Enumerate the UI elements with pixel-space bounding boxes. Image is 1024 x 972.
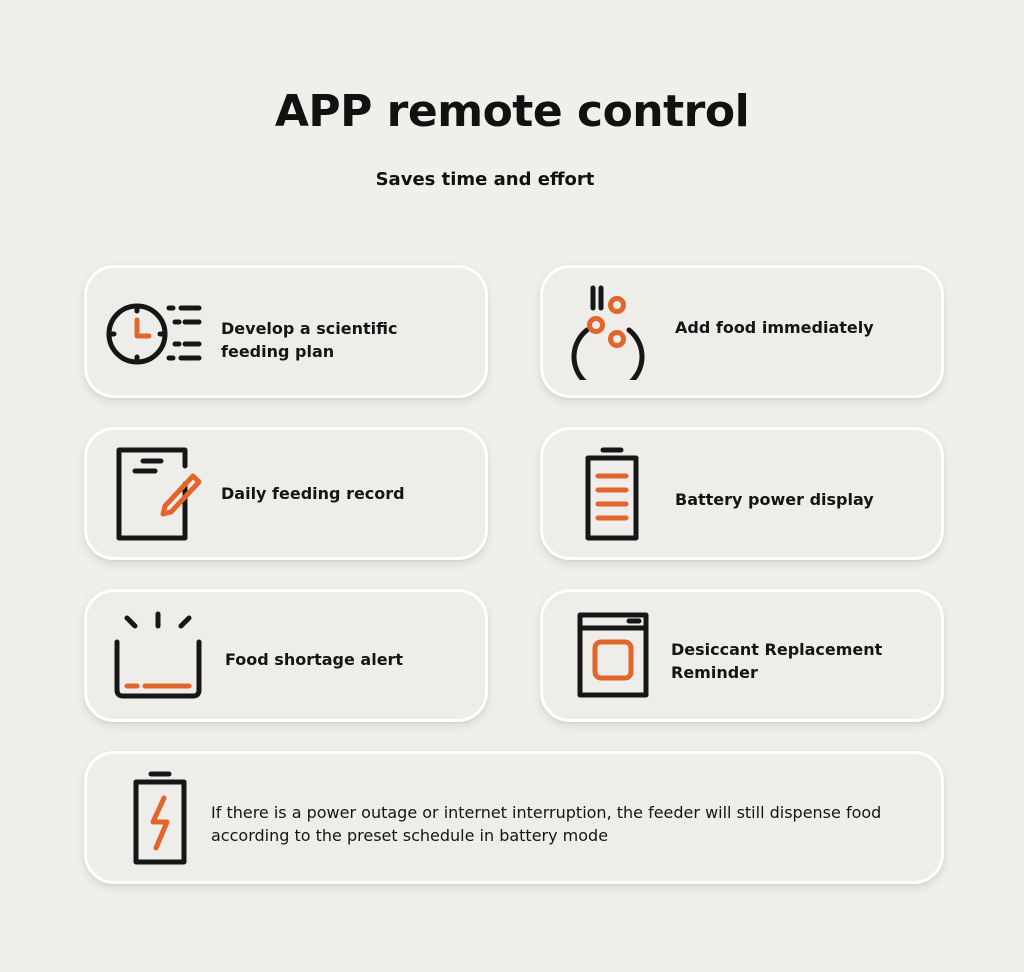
feature-card-food-shortage xyxy=(84,589,488,722)
empty-bowl-alert-icon xyxy=(111,608,205,704)
feature-label: If there is a power outage or internet interruption, the feeder will still dispense food according to the preset schedule in battery mode xyxy=(211,803,882,845)
feature-label: Daily feeding record xyxy=(221,484,405,503)
feature-label: Desiccant Replacement Reminder xyxy=(671,640,883,682)
feature-label: Add food immediately xyxy=(675,318,874,337)
feature-card-battery-mode xyxy=(84,751,944,884)
page-subtitle: Saves time and effort xyxy=(375,169,595,190)
feature-label: Battery power display xyxy=(675,490,874,509)
notepad-pencil-icon xyxy=(113,444,205,544)
feature-card-add-food xyxy=(540,265,944,398)
food-drop-icon xyxy=(567,282,649,380)
battery-lightning-icon xyxy=(131,768,189,868)
feature-label: Food shortage alert xyxy=(225,650,404,669)
battery-level-icon xyxy=(583,444,641,544)
clock-schedule-icon xyxy=(105,300,205,368)
page-title: APP remote control xyxy=(274,86,750,137)
feature-card-battery-display xyxy=(540,427,944,560)
feature-card-daily-record xyxy=(84,427,488,560)
feature-card-feeding-plan xyxy=(84,265,488,398)
feature-card-desiccant xyxy=(540,589,944,722)
desiccant-box-icon xyxy=(575,610,651,700)
feature-label: Develop a scientific feeding plan xyxy=(221,319,398,361)
